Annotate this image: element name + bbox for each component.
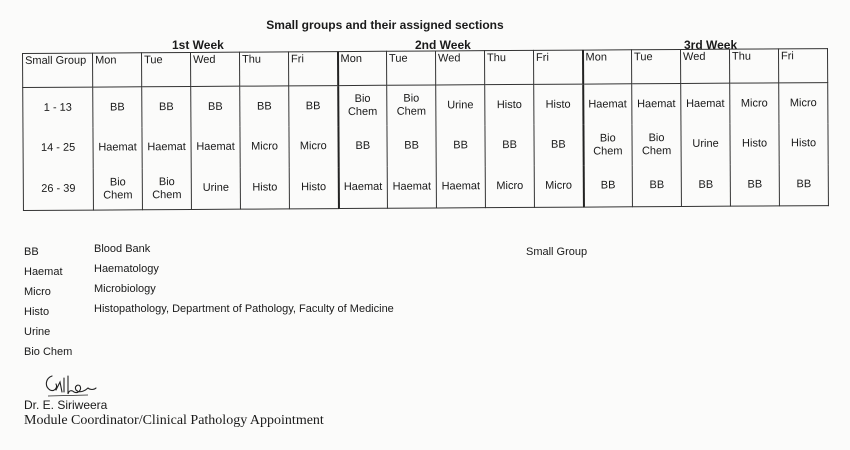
section-cell: BB [93,86,142,128]
day-header: Wed [680,49,729,83]
section-cell: Haemat [191,127,240,168]
group-range-cell: 26 - 39 [23,169,93,211]
day-header: Thu [239,52,288,86]
section-cell: Histo [240,168,289,210]
section-cell: Micro [289,126,338,167]
section-cell: Bio Chem [338,85,387,127]
section-cell: Micro [240,127,289,168]
section-cell: BB [142,86,191,128]
section-cell: Bio Chem [142,168,191,210]
day-header: Tue [386,51,435,85]
section-cell: Haemat [583,83,632,125]
legend-abbreviation: Urine [24,326,51,338]
section-cell: Haemat [142,127,191,168]
coordinator-name: Dr. E. Siriweera [24,398,108,412]
section-cell: Haemat [681,83,730,125]
day-header: Mon [337,51,386,85]
legend-full-name: Haematology [94,263,159,275]
section-cell: Haemat [387,167,436,209]
legend-abbreviation: BB [24,246,39,258]
section-cell: BB [632,165,681,207]
section-cell: Micro [730,83,779,125]
section-cell: Haemat [436,166,485,208]
section-cell: BB [387,126,436,167]
section-cell: BB [240,86,289,128]
table-header-row [23,49,828,88]
section-cell: BB [583,165,632,207]
section-cell: BB [534,125,583,166]
table-row [23,123,828,169]
section-cell: Haemat [632,83,681,125]
section-cell: Urine [191,168,240,210]
group-range-cell: 1 - 13 [23,87,93,129]
section-cell: BB [289,85,338,127]
legend-full-name: Microbiology [94,283,156,295]
legend-abbreviation: Histo [24,306,50,318]
legend-abbreviation: Micro [24,286,51,298]
section-cell: BB [436,126,485,167]
day-header: Tue [142,52,191,86]
schedule-table [22,48,829,211]
section-cell: BB [730,165,779,207]
section-cell: BB [338,126,387,167]
legend-abbreviation: Bio Chem [24,346,73,358]
section-cell: Haemat [338,167,387,209]
day-header: Thu [729,49,778,83]
section-cell: BB [681,165,730,207]
week-1-heading: 1st Week [172,38,224,52]
document-title: Small groups and their assigned sections [266,18,504,32]
group-column-header: Small Group [23,53,93,87]
section-cell: Bio Chem [632,124,681,165]
section-cell: Haemat [93,128,142,169]
week-2-heading: 2nd Week [415,38,471,52]
section-cell: Histo [730,124,779,165]
table-row [23,82,828,128]
day-header: Mon [582,50,631,84]
day-header: Wed [190,52,239,86]
day-header: Wed [435,51,484,85]
section-cell: Micro [534,166,583,208]
day-header: Thu [484,50,533,84]
section-cell: Micro [485,166,534,208]
legend-full-name: Blood Bank [94,243,151,255]
section-cell: Histo [485,84,534,126]
section-cell: Urine [436,84,485,126]
legend-abbreviation: Haemat [24,266,63,278]
section-cell: BB [779,164,828,206]
signature-image [38,368,118,402]
section-cell: BB [191,86,240,128]
table-row [23,164,828,210]
small-group-label: Small Group [526,246,588,258]
legend-full-name: Histopathology, Department of Pathology, Faculty of Medicine [94,303,394,315]
section-cell: Urine [681,124,730,165]
section-cell: BB [485,125,534,166]
day-header: Fri [533,50,582,84]
section-cell: Histo [534,84,583,126]
coordinator-role: Module Coordinator/Clinical Pathology Appointment [24,413,324,428]
section-cell: Bio Chem [93,168,142,210]
section-cell: Histo [779,123,828,164]
day-header: Mon [93,53,142,87]
group-range-cell: 14 - 25 [23,128,93,169]
day-header: Fri [288,52,337,86]
section-cell: Histo [289,167,338,209]
section-cell: Bio Chem [583,125,632,166]
section-cell: Micro [779,82,828,124]
day-header: Fri [778,49,827,83]
day-header: Tue [631,49,680,83]
week-3-heading: 3rd Week [684,38,738,52]
section-cell: Bio Chem [387,85,436,127]
